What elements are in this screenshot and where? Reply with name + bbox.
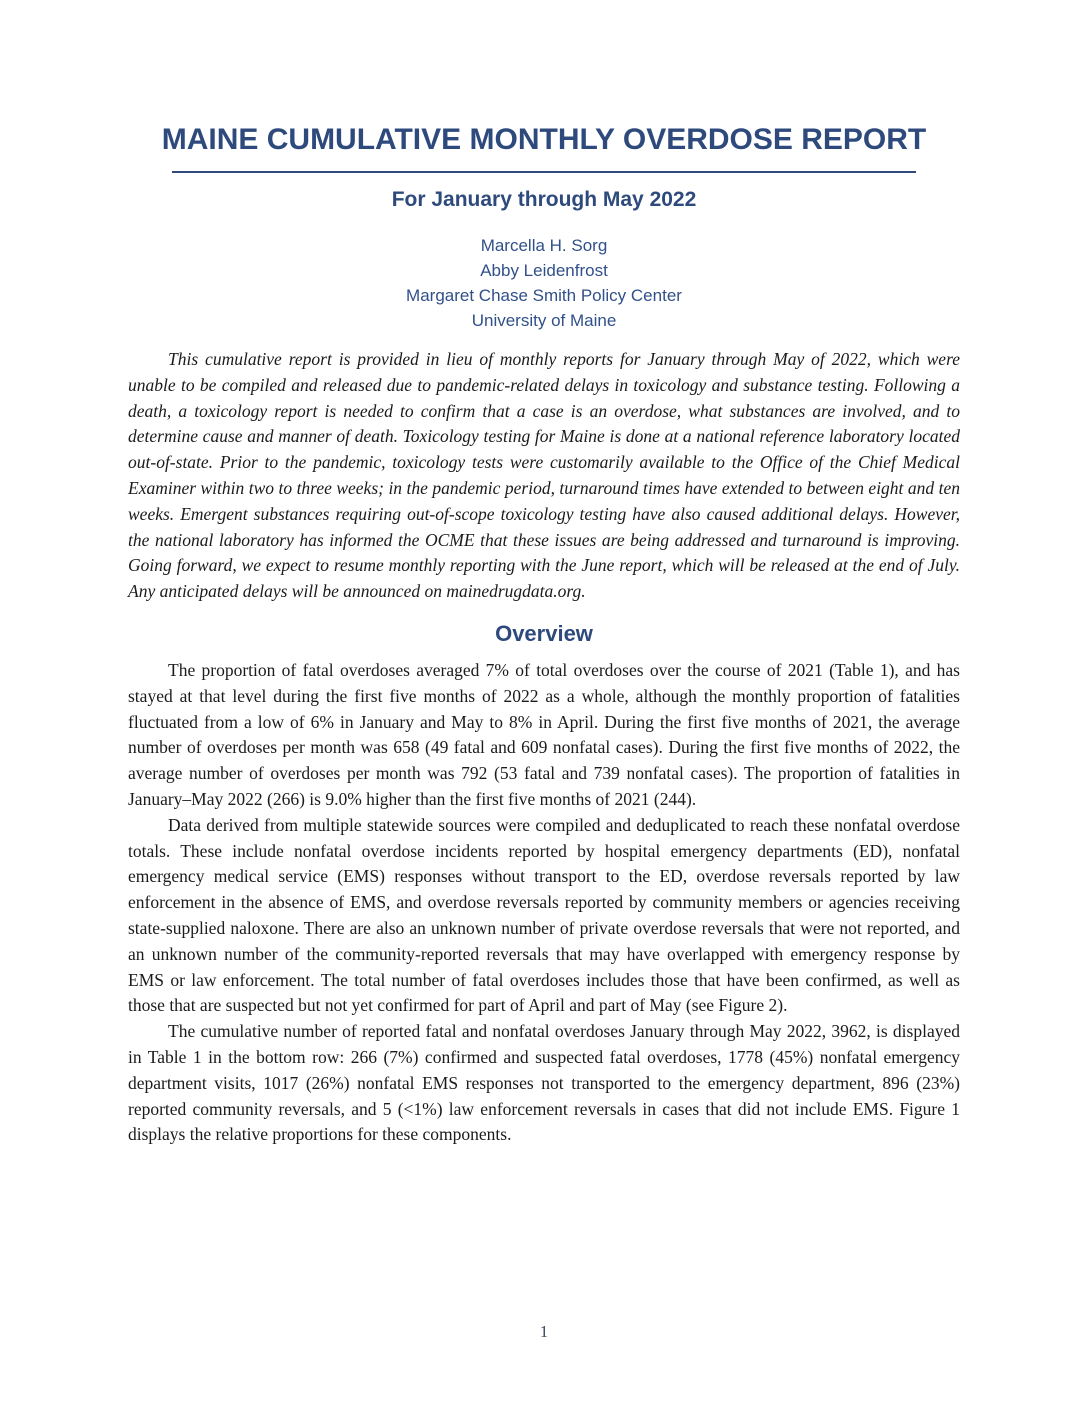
page-content [128,122,960,1148]
section-heading-overview: Overview [495,620,593,646]
page-title: MAINE CUMULATIVE MONTHLY OVERDOSE REPORT [161,123,927,156]
title-divider [172,171,916,173]
author-line: Marcella H. Sorg [480,236,608,255]
author-line: Margaret Chase Smith Policy Center [406,286,682,305]
body-paragraph: The cumulative number of reported fatal and nonfatal overdoses January through May 2022, 3962, is displayed in Table 1 in the bottom row: 266 (7%) confirmed and suspected fatal overdoses, 1778 (45%) nonfatal emergency department visits, 1017 (26%) nonfatal EMS responses not transported to the emergency department, 896 (23%) reported community reversals, and 5 (<1%) law enforcement reversals in cases that did not include EMS. Figure 1 displays the relative proportions for these components. [128,1021,960,1145]
page-number: 1 [539,1322,549,1341]
intro-paragraph: This cumulative report is provided in lieu of monthly reports for January through May of 2022, which were unable to be compiled and released due to pandemic-related delays in toxicology and substance testing. Following a death, a toxicology report is needed to confirm that a case is an overdose, what substances are involved, and to determine cause and manner of death. Toxicology testing for Maine is done at a national reference laboratory located out-of-state. Prior to the pandemic, toxicology tests were customarily available to the Office of the Chief Medical Examiner within two to three weeks; in the pandemic period, turnaround times have extended to between eight and ten weeks. Emergent substances requiring out-of-scope toxicology testing have also caused additional delays. However, the national laboratory has informed the OCME that these issues are being addressed and turnaround is improving. Going forward, we expect to resume monthly reporting with the June report, which will be released at the end of July. Any anticipated delays will be announced on mainedrugdata.org. [128,349,960,602]
report-subtitle: For January through May 2022 [391,188,697,211]
author-line: University of Maine [471,311,617,330]
author-line: Abby Leidenfrost [480,261,608,280]
authors-block [128,233,960,333]
body-paragraph: The proportion of fatal overdoses averaged 7% of total overdoses over the course of 2021 (Table 1), and has stayed at that level during the first five months of 2022 as a whole, although the monthly proportion of fatalities fluctuated from a low of 6% in January and May to 8% in April. During the first five months of 2021, the average number of overdoses per month was 658 (49 fatal and 609 nonfatal cases). During the first five months of 2022, the average number of overdoses per month was 792 (53 fatal and 739 nonfatal cases). The proportion of fatalities in January–May 2022 (266) is 9.0% higher than the first five months of 2021 (244). [128,659,960,809]
body-paragraph: Data derived from multiple statewide sources were compiled and deduplicated to reach these nonfatal overdose totals. These include nonfatal overdose incidents reported by hospital emergency departments (ED), nonfatal emergency medical service (EMS) responses without transport to the ED, overdose reversals reported by law enforcement in the absence of EMS, and overdose reversals reported by community members or agencies receiving state-supplied naloxone. There are also an unknown number of private overdose reversals that were not reported, and an unknown number of the community-reported reversals that may have overlapped with emergency response by EMS or law enforcement. The total number of fatal overdoses includes those that have been confirmed, as well as those that are suspected but not yet confirmed for part of April and part of May (see Figure 2). [128,814,960,1016]
